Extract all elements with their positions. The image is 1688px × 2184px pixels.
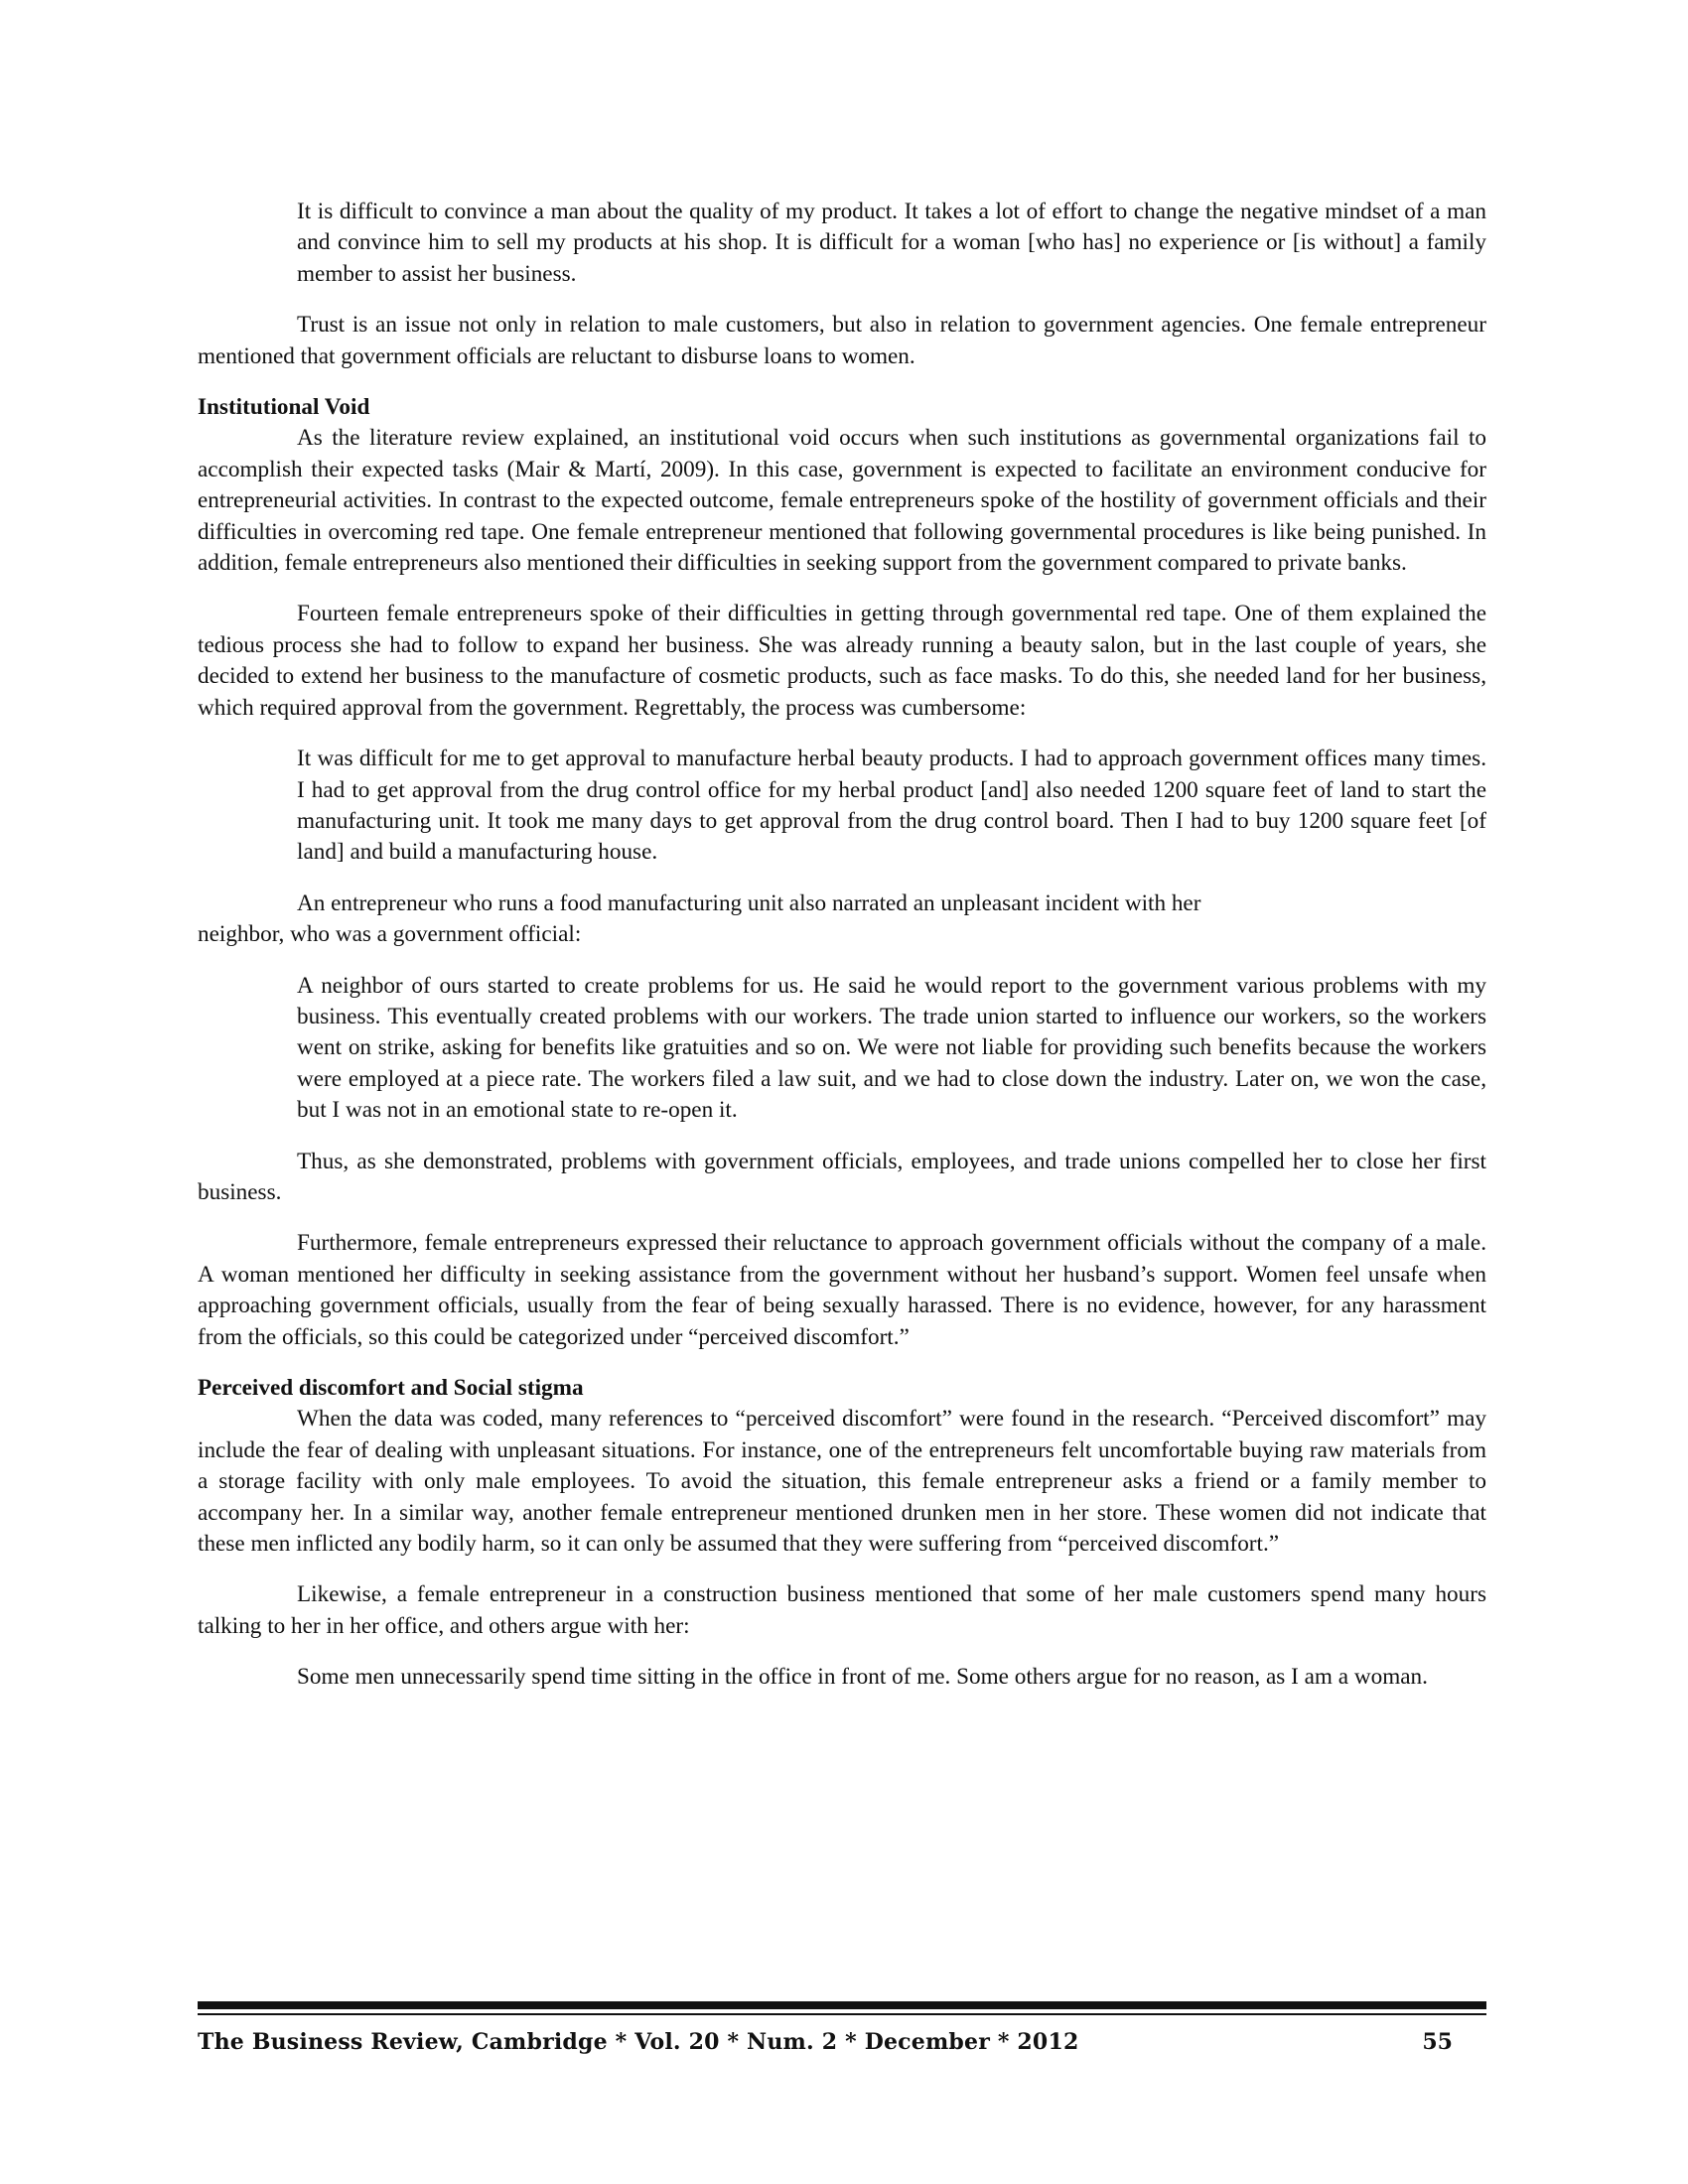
paragraph-furthermore: Furthermore, female entrepreneurs expressed their reluctance to approach government officials without the company of a male. A woman mentioned her difficulty in seeking assistance from the government without her husband’s support. Women feel unsafe when approaching government officials, usually from the fear of being sexually harassed. There is no evidence, however, for any harassment from the officials, so this could be categorized under “perceived discomfort.” [198,1230,1486,1350]
page-body [198,197,1486,1694]
footer-rule-thin [198,2013,1486,2015]
paragraph-institutional-void: As the literature review explained, an institutional void occurs when such institutions as governmental organizations fail to accomplish their expected tasks (Mair & Martí, 2009). In this case, government is expected to facilitate an environment conducive for entrepreneurial activities. In contrast to the expected outcome, female entrepreneurs spoke of the hostility of government officials and their difficulties in overcoming red tape. One female entrepreneur mentioned that following governmental procedures is like being punished. In addition, female entrepreneurs also mentioned their difficulties in seeking support from the government compared to private banks. [198,425,1486,577]
block-quote-approval: It was difficult for me to get approval to manufacture herbal beauty products. I had to approach government offices many times. I had to get approval from the drug control office for my herbal product [and] also needed 1200 square feet of land to start the manufacturing unit. It took me many days to get approval from the drug control board. Then I had to buy 1200 square feet [of land] and build a manufacturing house. [297,746,1486,866]
section-heading-perceived-discomfort: Perceived discomfort and Social stigma [198,1375,584,1401]
footer-rule-thick [198,2001,1486,2009]
paragraph-fourteen-entrepreneurs: Fourteen female entrepreneurs spoke of their difficulties in getting through governmental red tape. One of them explained the tedious process she had to follow to expand her business. She was already running a beauty salon, but in the last couple of years, she decided to extend her business to the manufacture of cosmetic products, such as face masks. To do this, she needed land for her business, which required approval from the government. Regrettably, the process was cumbersome: [198,601,1486,721]
paragraph-food-unit [198,888,1486,951]
paragraph-food-unit-line-1: An entrepreneur who runs a food manufacturing unit also narrated an unpleasant incident with her [297,889,1201,916]
block-quote-office: Some men unnecessarily spend time sitting in the office in front of me. Some others argue for no reason, as I am a woman. [297,1664,1428,1691]
paragraph-perceived-discomfort: When the data was coded, many references to “perceived discomfort” were found in the research. “Perceived discomfort” may include the fear of dealing with unpleasant situations. For instance, one of the entrepreneurs felt uncomfortable buying raw materials from a storage facility with only male employees. To avoid the situation, this female entrepreneur asks a friend or a family member to accompany her. In a similar way, another female entrepreneur mentioned drunken men in her store. These women did not indicate that these men inflicted any bodily harm, so it can only be assumed that they were suffering from “perceived discomfort.” [198,1406,1486,1558]
paragraph-food-unit-line-2: neighbor, who was a government official: [198,921,582,948]
paragraph-thus: Thus, as she demonstrated, problems with government officials, employees, and trade unions compelled her to close her first business. [198,1148,1486,1205]
block-quote-neighbor: A neighbor of ours started to create problems for us. He said he would report to the government various problems with my business. This eventually created problems with our workers. The trade union started to influence our workers, so the workers went on strike, asking for benefits like gratuities and so on. We were not liable for providing such benefits because the workers were employed at a piece rate. The workers filed a law suit, and we had to close down the industry. Later on, we won the case, but I was not in an emotional state to re-open it. [297,972,1486,1124]
block-quote-product: It is difficult to convince a man about the quality of my product. It takes a lot of effort to change the negative mindset of a man and convince him to sell my products at his shop. It is difficult for a woman [who has] no experience or [is without] a family member to assist her business. [297,199,1486,287]
footer-journal-citation: The Business Review, Cambridge * Vol. 20 * Num. 2 * December * 2012 [198,2029,1079,2055]
paragraph-likewise: Likewise, a female entrepreneur in a construction business mentioned that some of her male customers spend many hours talking to her in her office, and others argue with her: [198,1581,1486,1639]
section-heading-institutional-void: Institutional Void [198,394,370,421]
page-number: 55 [1422,2029,1453,2055]
paragraph-trust: Trust is an issue not only in relation to male customers, but also in relation to government agencies. One female entrepreneur mentioned that government officials are reluctant to disburse loans to women. [198,312,1486,369]
